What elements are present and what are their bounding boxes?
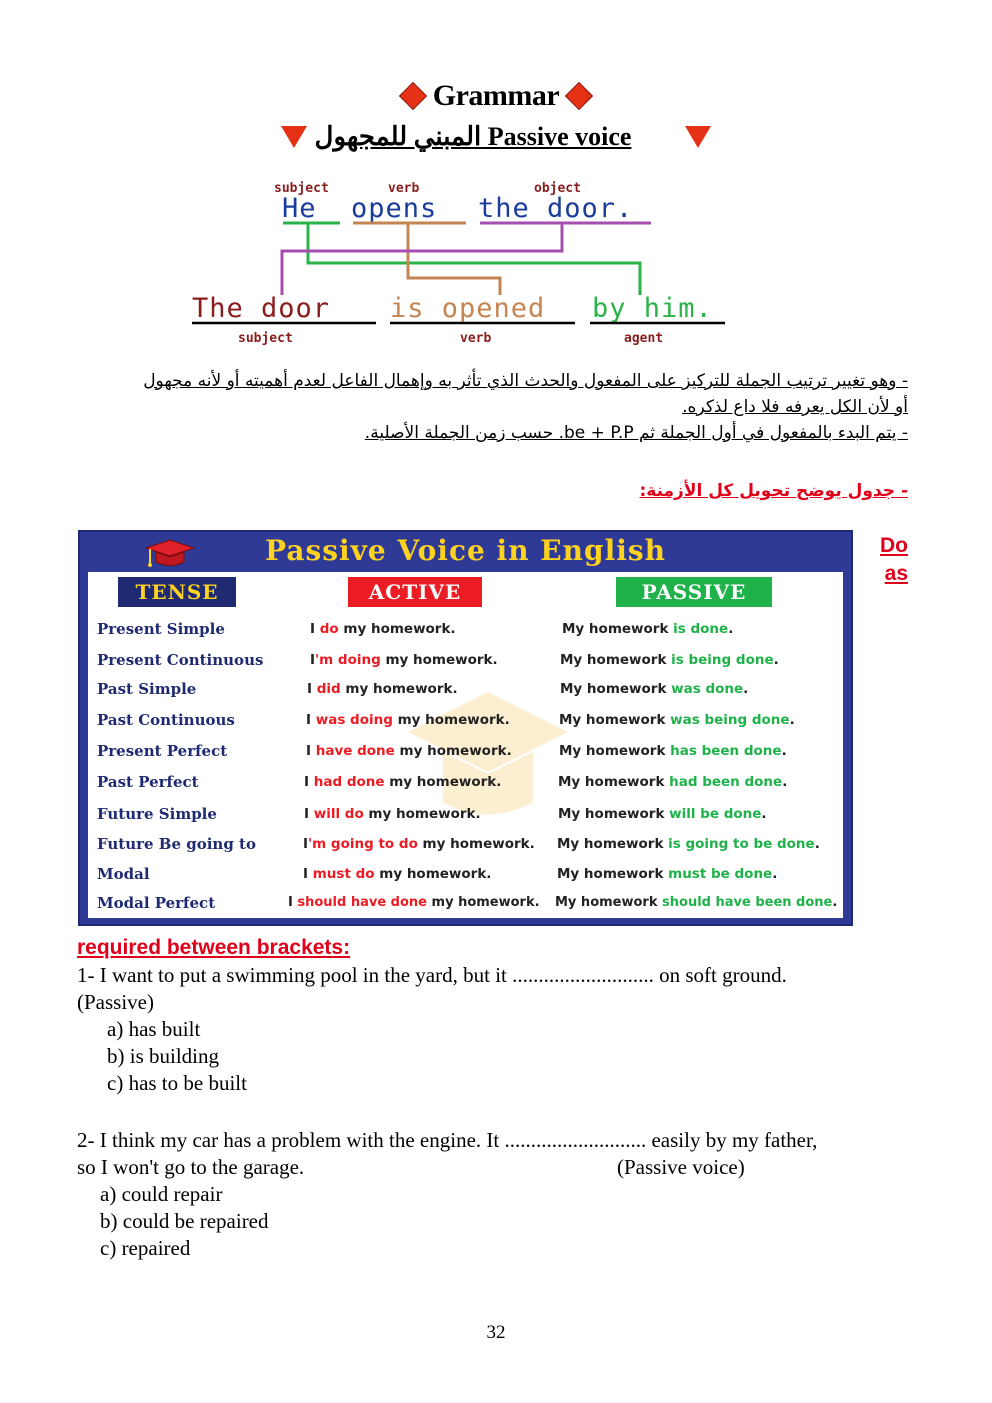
question-2 — [77, 1127, 917, 1262]
arabic-line-1: - وهو تغيير ترتيب الجملة للتركيز على المفعول والحدث الذي تأثر به وإهمال الفاعل لعدم أهميته أو لأنه مجهول — [143, 371, 908, 391]
question-2-continuation: so I won't go to the garage. — [77, 1155, 305, 1179]
question-2-hint: (Passive voice) — [617, 1155, 745, 1179]
passive-cell: My homework has been done. — [559, 743, 787, 759]
active-cell: I did my homework. — [307, 681, 458, 697]
option-1c[interactable]: c) has to be built — [107, 1071, 247, 1095]
passive-cell: My homework will be done. — [558, 806, 767, 822]
active-cell: I have done my homework. — [306, 743, 512, 759]
table-row — [88, 829, 843, 859]
passive-cell: My homework is being done. — [560, 652, 779, 668]
table-row — [88, 674, 843, 704]
column-header-tense: TENSE — [118, 577, 236, 607]
tense-cell: Future Simple — [97, 805, 217, 823]
passive-cell: My homework was being done. — [559, 712, 795, 728]
diamond-bullet-icon — [565, 82, 593, 110]
triangle-bullet-icon — [685, 126, 711, 148]
tense-cell: Present Continuous — [97, 651, 264, 669]
active-cell: I'm doing my homework. — [310, 652, 498, 668]
table-body — [88, 572, 843, 918]
tense-cell: Present Simple — [97, 620, 225, 638]
arabic-table-heading: - جدول يوضح تحويل كل الأزمنة: — [639, 481, 908, 501]
question-1-text: 1- I want to put a swimming pool in the yard, but it ........................... on soft ground. — [77, 963, 787, 987]
active-cell: I was doing my homework. — [306, 712, 510, 728]
active-passive-diagram — [180, 175, 740, 350]
label-active-verb: verb — [388, 181, 420, 196]
question-2-line-2 — [77, 1154, 917, 1181]
passive-verb-word: is opened — [390, 293, 546, 324]
page-title-row — [0, 76, 992, 116]
label-active-subject: subject — [274, 181, 329, 196]
tense-cell: Past Perfect — [97, 773, 199, 791]
option-1b[interactable]: b) is building — [107, 1044, 220, 1068]
tense-cell: Modal — [97, 865, 150, 883]
table-row — [88, 859, 843, 889]
connector-verb — [408, 223, 500, 295]
do-as-line-2: as — [884, 562, 908, 585]
passive-cell: My homework should have been done. — [555, 895, 838, 910]
label-passive-subject: subject — [238, 331, 293, 346]
question-1-hint: (Passive) — [77, 990, 154, 1014]
passive-cell: My homework is going to be done. — [557, 836, 820, 852]
section-title: المبني للمجهول Passive voice — [314, 122, 632, 151]
active-object-word: the door. — [478, 193, 634, 224]
table-row — [88, 614, 843, 644]
label-active-object: object — [534, 181, 581, 196]
table-header — [80, 532, 851, 568]
instruction-do-as — [864, 532, 908, 588]
passive-agent-word: by him. — [592, 293, 713, 324]
passive-voice-table — [78, 530, 853, 926]
instruction-required: required between brackets: — [77, 936, 351, 959]
passive-cell: My homework was done. — [560, 681, 749, 697]
table-row — [88, 799, 843, 829]
label-passive-verb: verb — [460, 331, 492, 346]
table-row — [88, 736, 843, 766]
column-header-passive: PASSIVE — [616, 577, 772, 607]
do-as-line-1: Do — [880, 534, 908, 557]
option-2c[interactable]: c) repaired — [100, 1236, 191, 1260]
active-cell: I'm going to do my homework. — [303, 836, 535, 852]
section-title-row — [0, 120, 992, 154]
tense-cell: Past Continuous — [97, 711, 235, 729]
label-passive-agent: agent — [624, 331, 664, 346]
table-header-title: Passive Voice in English — [265, 533, 666, 567]
connector-subject-to-agent — [308, 223, 640, 295]
active-cell: I must do my homework. — [303, 866, 492, 882]
tense-cell: Present Perfect — [97, 742, 228, 760]
tense-cell: Modal Perfect — [97, 894, 216, 912]
active-verb-word: opens — [351, 193, 438, 224]
table-row — [88, 767, 843, 797]
column-header-active: ACTIVE — [348, 577, 482, 607]
diamond-bullet-icon — [399, 82, 427, 110]
connector-object-to-subject — [282, 223, 562, 295]
page-title: Grammar — [432, 79, 560, 112]
active-subject-word: He — [282, 193, 317, 224]
passive-cell: My homework had been done. — [558, 774, 788, 790]
active-cell: I will do my homework. — [304, 806, 481, 822]
table-row — [88, 645, 843, 675]
passive-cell: My homework is done. — [562, 621, 734, 637]
passive-cell: My homework must be done. — [557, 866, 778, 882]
question-2-text: 2- I think my car has a problem with the engine. It ........................... easily by my father, — [77, 1128, 818, 1152]
tense-cell: Past Simple — [97, 680, 197, 698]
active-cell: I had done my homework. — [304, 774, 502, 790]
triangle-bullet-icon — [281, 126, 307, 148]
tense-cell: Future Be going to — [97, 835, 256, 853]
page-number: 32 — [486, 1322, 506, 1343]
table-row — [88, 705, 843, 735]
arabic-line-2: أو لأن الكل يعرفه فلا داع لذكره. — [682, 397, 908, 417]
active-cell: I do my homework. — [310, 621, 456, 637]
table-row — [88, 888, 843, 918]
question-1 — [77, 962, 917, 1097]
arabic-line-3: - يتم البدء بالمفعول في أول الجملة ثم be + P.P. حسب زمن الجملة الأصلية. — [364, 423, 908, 443]
active-cell: I should have done my homework. — [288, 895, 540, 910]
option-2b[interactable]: b) could be repaired — [100, 1209, 269, 1233]
passive-subject-word: The door — [192, 293, 331, 324]
option-1a[interactable]: a) has built — [107, 1017, 201, 1041]
arabic-explanation — [84, 368, 908, 446]
option-2a[interactable]: a) could repair — [100, 1182, 223, 1206]
